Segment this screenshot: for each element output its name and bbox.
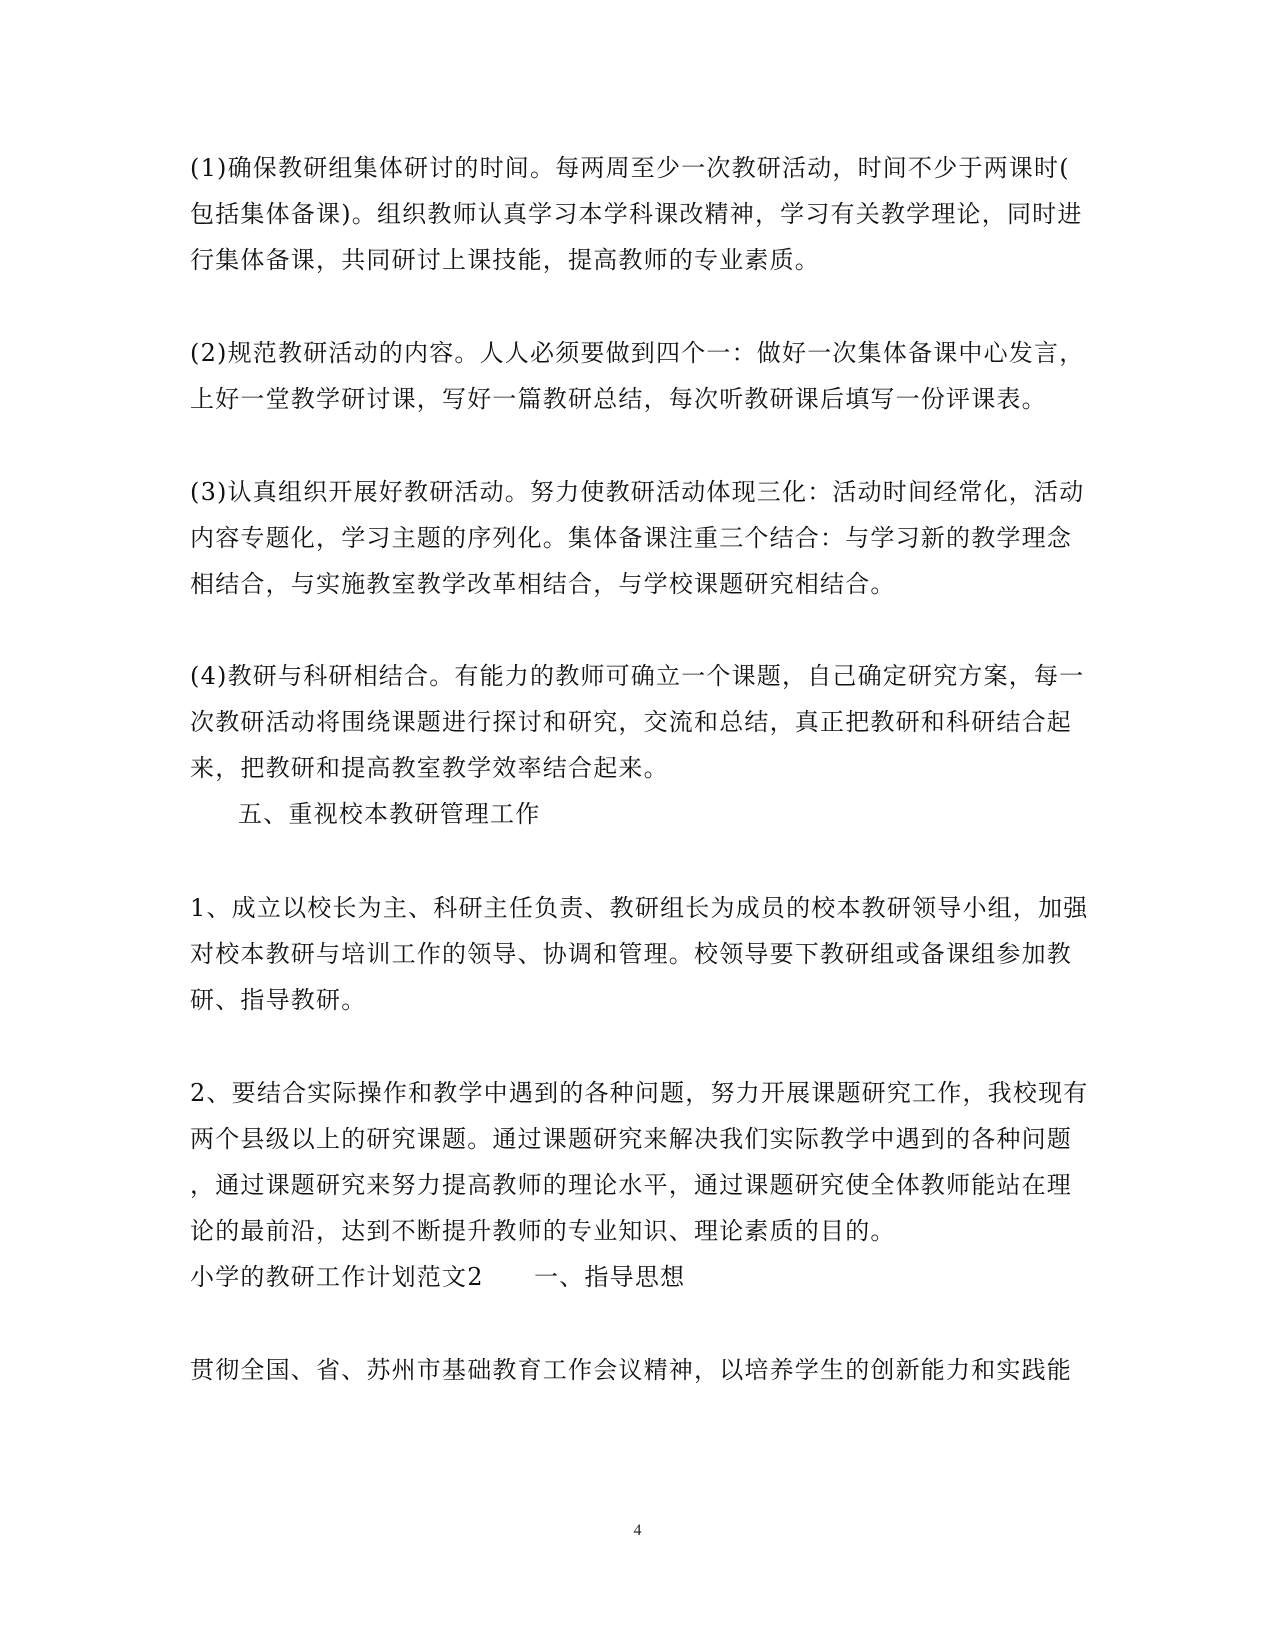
text-line: 2、要结合实际操作和教学中遇到的各种问题，努力开展课题研究工作，我校现有: [190, 1079, 1089, 1107]
text-line: 论的最前沿，达到不断提升教师的专业知识、理论素质的目的。: [190, 1217, 896, 1245]
page-number: 4: [633, 1522, 642, 1539]
text-line: 包括集体备课)。组织教师认真学习本学科课改精神，学习有关教学理论，同时进: [190, 200, 1083, 228]
text-line: (3)认真组织开展好教研活动。努力使教研活动体现三化：活动时间经常化，活动: [190, 478, 1085, 506]
text-line: 来，把教研和提高教室教学效率结合起来。: [190, 754, 669, 782]
text-line: 研、指导教研。: [190, 986, 367, 1014]
text-line: 次教研活动将围绕课题进行探讨和研究，交流和总结，真正把教研和科研结合起: [190, 708, 1072, 736]
section-heading: 小学的教研工作计划范文2 一、指导思想: [190, 1263, 686, 1291]
text-line: 上好一堂教学研讨课，写好一篇教研总结，每次听教研课后填写一份评课表。: [190, 385, 1047, 413]
section-heading: 五、重视校本教研管理工作: [238, 800, 541, 828]
text-line: 行集体备课，共同研讨上课技能，提高教师的专业素质。: [190, 246, 820, 274]
text-line: 相结合，与实施教室教学改革相结合，与学校课题研究相结合。: [190, 570, 896, 598]
text-line: 1、成立以校长为主、科研主任负责、教研组长为成员的校本教研领导小组，加强: [190, 894, 1089, 922]
text-line: (4)教研与科研相结合。有能力的教师可确立一个课题，自己确定研究方案，每一: [190, 662, 1085, 690]
text-line: ，通过课题研究来努力提高教师的理论水平，通过课题研究使全体教师能站在理: [190, 1171, 1072, 1199]
text-line: (1)确保教研组集体研讨的时间。每两周至少一次教研活动，时间不少于两课时(: [190, 154, 1070, 182]
text-line: 两个县级以上的研究课题。通过课题研究来解决我们实际教学中遇到的各种问题: [190, 1125, 1072, 1153]
text-line: (2)规范教研活动的内容。人人必须要做到四个一：做好一次集体备课中心发言，: [190, 339, 1085, 367]
text-line: 对校本教研与培训工作的领导、协调和管理。校领导要下教研组或备课组参加教: [190, 940, 1072, 968]
text-line: 贯彻全国、省、苏州市基础教育工作会议精神，以培养学生的创新能力和实践能: [190, 1356, 1072, 1384]
text-line: 内容专题化，学习主题的序列化。集体备课注重三个结合：与学习新的教学理念: [190, 524, 1072, 552]
